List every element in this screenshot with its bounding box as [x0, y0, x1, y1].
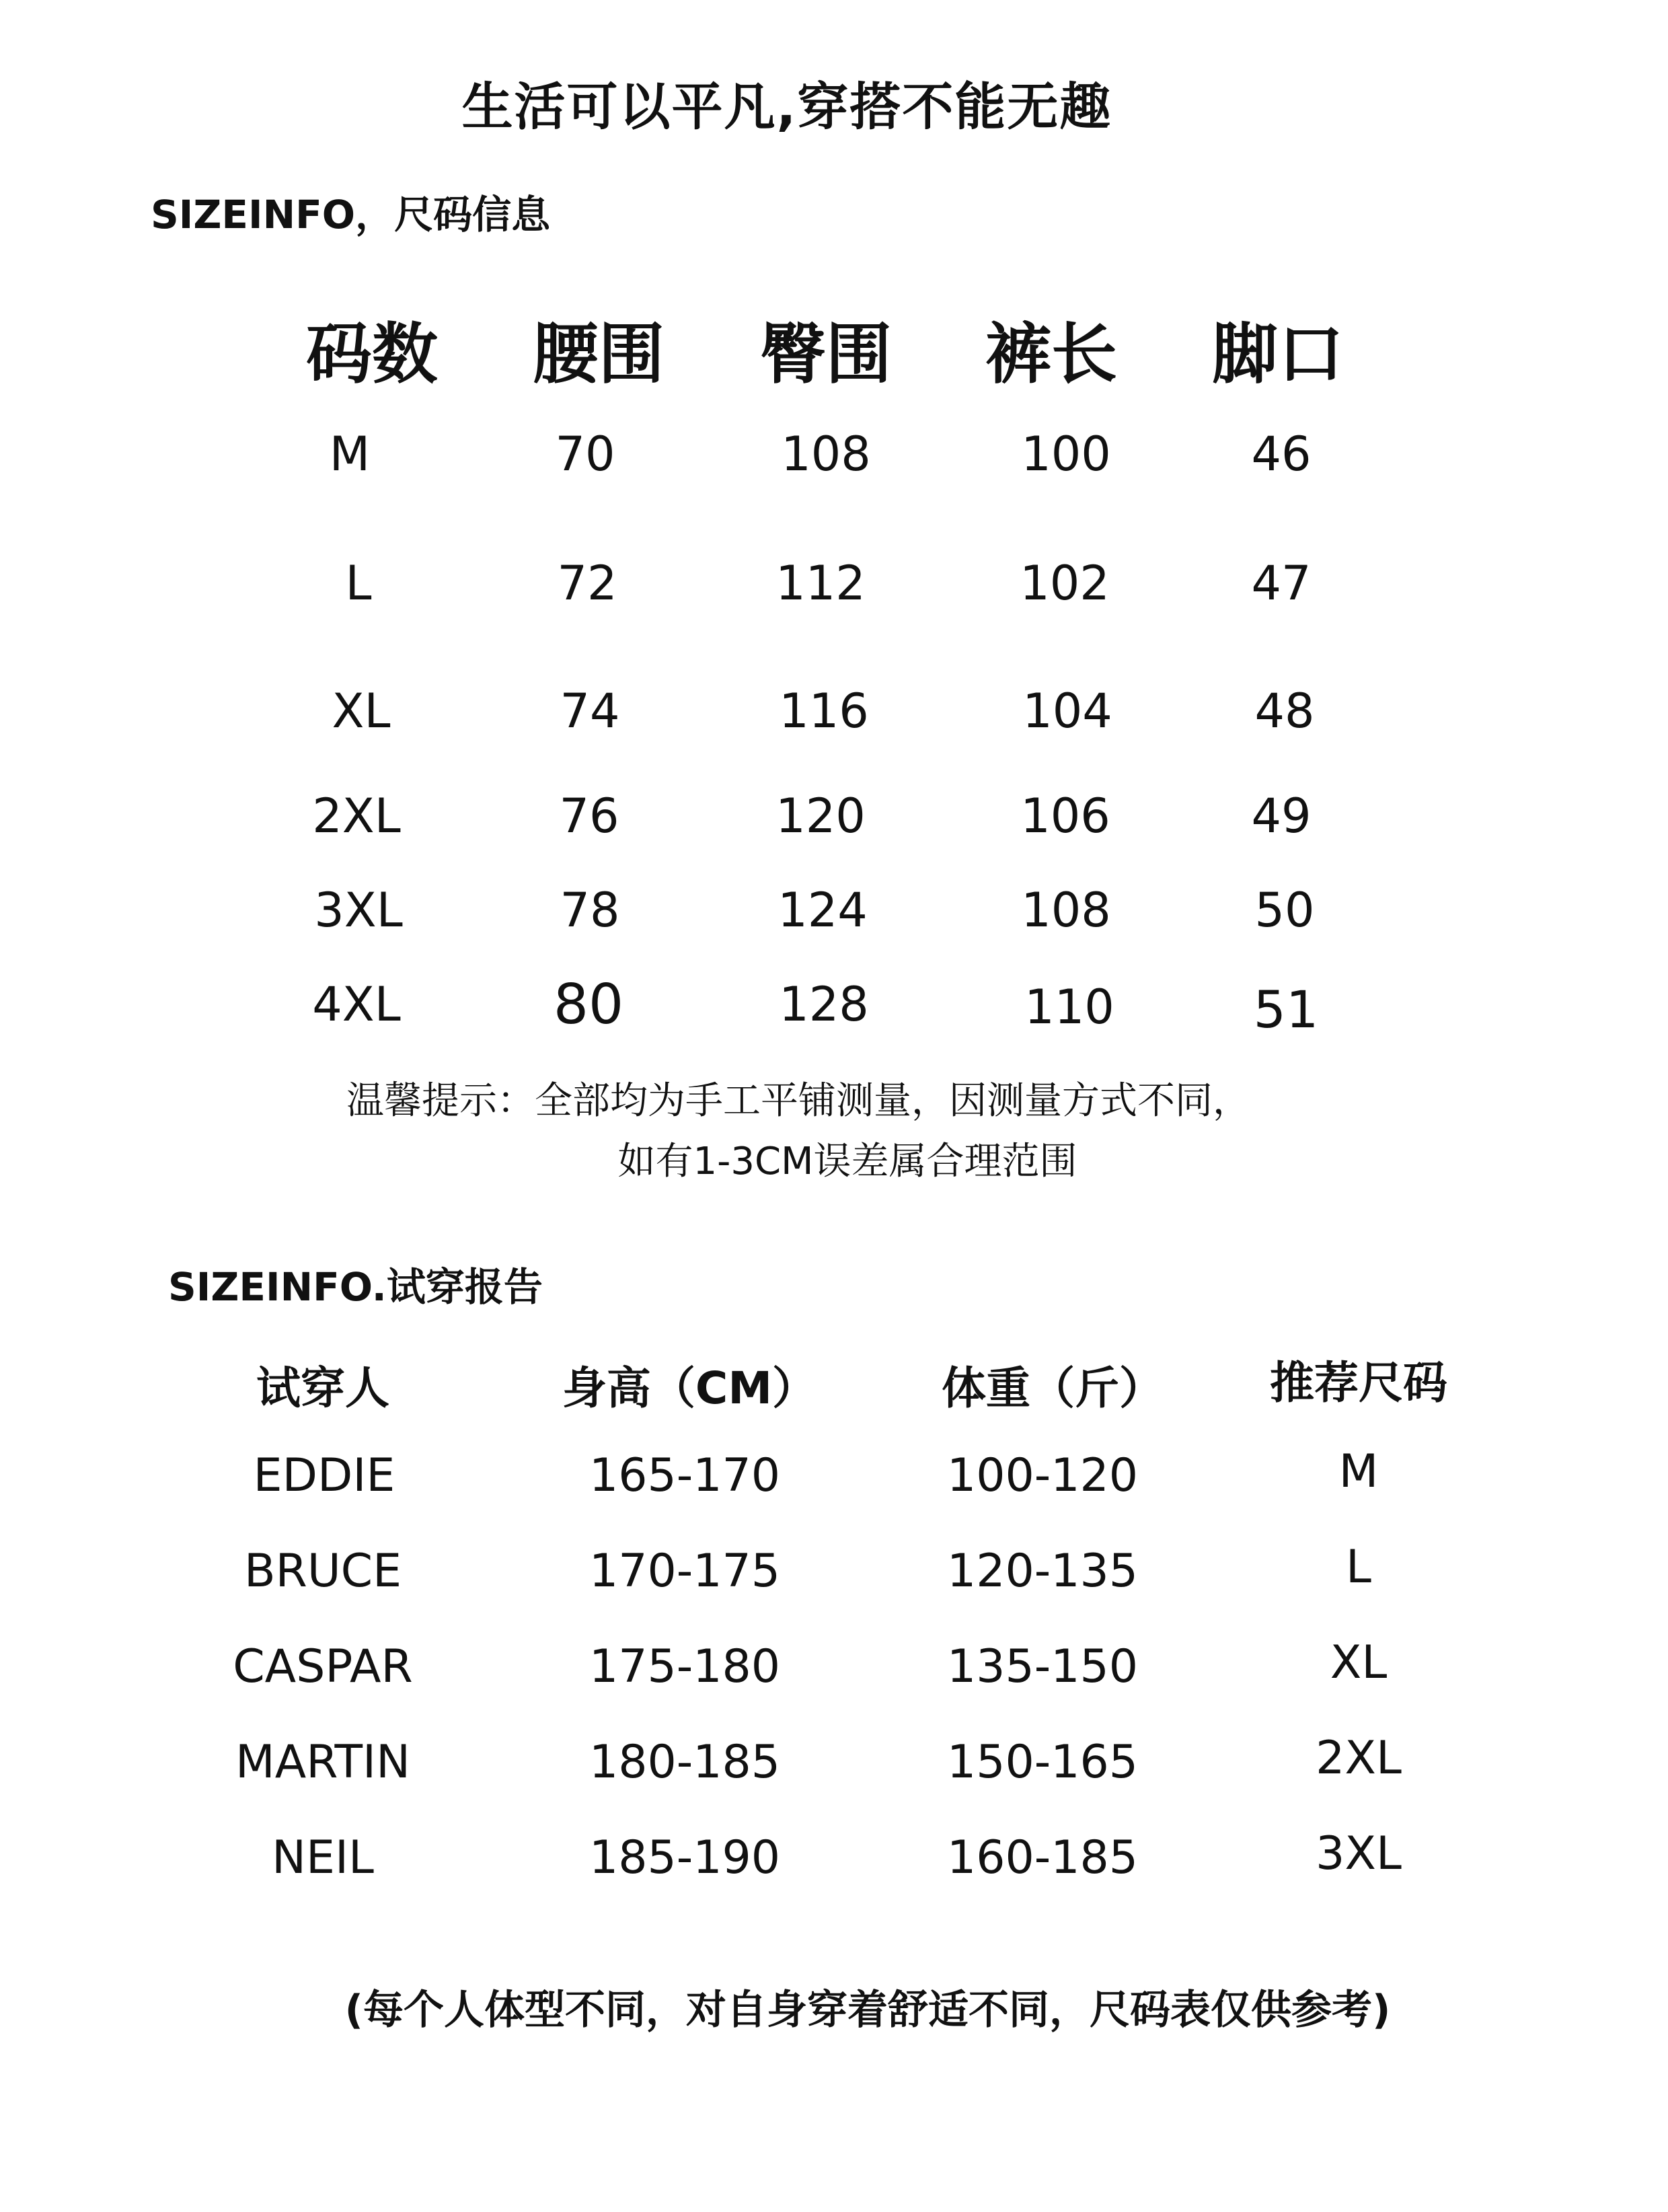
fit-cell: CASPAR [233, 1640, 413, 1693]
size-cell: XL [332, 684, 391, 739]
fit-cell: 165-170 [589, 1449, 781, 1502]
size-cell: L [345, 556, 372, 611]
size-cell: 116 [779, 684, 869, 739]
size-cell: 47 [1251, 556, 1312, 611]
fit-cell: 160-185 [946, 1831, 1139, 1884]
size-header-code: 码数 [305, 316, 439, 393]
fit-cell: EDDIE [253, 1449, 395, 1502]
size-cell: 46 [1251, 427, 1312, 482]
fit-cell: 175-180 [589, 1640, 781, 1693]
size-cell: 106 [1020, 788, 1110, 844]
size-cell: 102 [1020, 556, 1110, 611]
size-header-hip: 臀围 [759, 316, 893, 393]
size-cell: 3XL [314, 883, 403, 938]
fit-header-recommended: 推荐尺码 [1270, 1357, 1447, 1409]
size-cell: 100 [1021, 427, 1111, 482]
fit-header-tester: 试穿人 [256, 1362, 389, 1414]
fit-cell: L [1346, 1541, 1371, 1594]
size-cell: 108 [1021, 883, 1111, 938]
size-cell: 104 [1022, 684, 1112, 739]
measurement-note-tolerance: 如有1-3CM误差属合理范围 [617, 1140, 1077, 1183]
size-cell: 80 [553, 973, 624, 1037]
size-header-waist: 腰围 [532, 316, 665, 393]
fit-cell: M [1338, 1445, 1379, 1498]
fit-report-heading: SIZEINFO.试穿报告 [168, 1264, 543, 1310]
fit-cell: 150-165 [946, 1736, 1139, 1789]
fit-cell: NEIL [272, 1831, 374, 1884]
size-cell: 128 [779, 977, 869, 1032]
size-cell: 110 [1024, 980, 1114, 1035]
fit-cell: 180-185 [589, 1736, 781, 1789]
size-cell: 120 [775, 788, 866, 844]
size-cell: 49 [1251, 788, 1312, 844]
footer-disclaimer: (每个人体型不同，对自身穿着舒适不同，尺码表仅供参考) [344, 1987, 1391, 2034]
fit-cell: 185-190 [589, 1831, 781, 1884]
size-cell: 4XL [312, 977, 401, 1032]
fit-cell: 3XL [1316, 1827, 1402, 1880]
size-cell: 70 [555, 427, 615, 482]
fit-header-height: 身高（CM） [562, 1362, 817, 1414]
size-info-heading: SIZEINFO，尺码信息 [151, 192, 551, 237]
fit-cell: MARTIN [235, 1736, 410, 1789]
fit-cell: 170-175 [589, 1545, 781, 1598]
size-cell: 48 [1254, 684, 1315, 739]
size-cell: 72 [557, 556, 617, 611]
size-cell: 50 [1254, 883, 1315, 938]
fit-cell: 2XL [1316, 1732, 1402, 1785]
size-cell: 78 [560, 883, 620, 938]
size-cell: 74 [560, 684, 620, 739]
fit-cell: 135-150 [946, 1640, 1139, 1693]
fit-cell: 100-120 [946, 1449, 1139, 1502]
size-cell: 108 [781, 427, 871, 482]
size-header-hem: 脚口 [1211, 316, 1344, 393]
fit-cell: XL [1330, 1636, 1388, 1689]
size-cell: 2XL [312, 788, 401, 844]
size-cell: 51 [1253, 980, 1319, 1039]
size-cell: 76 [559, 788, 619, 844]
size-cell: 124 [778, 883, 868, 938]
size-header-length: 裤长 [985, 316, 1118, 393]
fit-header-weight: 体重（斤） [942, 1362, 1164, 1414]
fit-cell: BRUCE [243, 1545, 402, 1598]
size-cell: M [329, 427, 371, 482]
page-title: 生活可以平凡,穿搭不能无趣 [461, 77, 1112, 137]
measurement-note: 温馨提示：全部均为手工平铺测量，因测量方式不同， [346, 1079, 1250, 1123]
size-cell: 112 [775, 556, 866, 611]
fit-cell: 120-135 [946, 1545, 1139, 1598]
